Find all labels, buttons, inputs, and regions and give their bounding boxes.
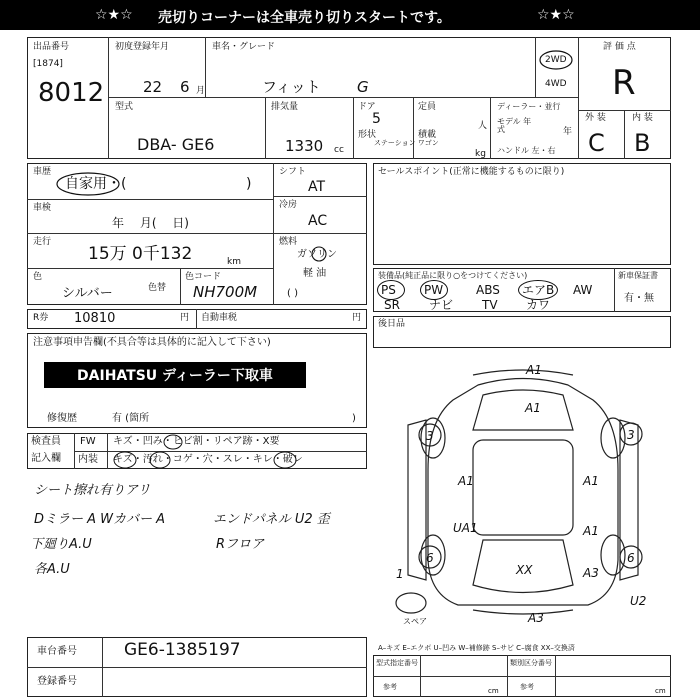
equipment-item: AW — [573, 283, 593, 297]
diagram-mark: XX — [516, 563, 533, 577]
diagram-mark: A1 — [525, 401, 541, 415]
diagram-mark: 6 — [426, 551, 434, 565]
inspector-circles-icon-2 — [110, 449, 310, 471]
exterior-grade: C — [588, 129, 605, 157]
inspector-in: 内装 — [78, 454, 98, 465]
diagram-mark: UA1 — [453, 521, 478, 535]
equipment-item: ABS — [476, 283, 500, 297]
equipment-item: PS — [381, 283, 396, 297]
banner-stars-right: ☆★☆ — [537, 7, 575, 23]
lot-label: 出品番号 — [33, 42, 70, 52]
fuel-diesel: 軽 油 — [303, 268, 327, 279]
repair-label: 修復歴 — [47, 413, 77, 424]
handwritten-note: エンドパネル U2 歪 — [213, 512, 330, 527]
inspector-label-2: 記入欄 — [31, 453, 61, 464]
cc-value: 1330 — [285, 137, 324, 155]
score: R — [612, 63, 636, 103]
lot-number: 8012 — [38, 78, 105, 108]
recycle-value: 10810 — [74, 311, 116, 326]
cc-unit: cc — [334, 145, 344, 155]
spec-label-4: 参考 — [520, 683, 534, 691]
recycle-label: R券 — [33, 313, 49, 323]
warranty-label: 新車保証書 — [618, 271, 658, 280]
recycle-yen: 円 — [180, 313, 190, 323]
handwritten-note: 下廻りA.U — [30, 537, 92, 552]
mileage: 15万 0千132 — [88, 244, 193, 264]
diagram-mark: 1 — [396, 567, 404, 581]
diagram-mark: 3 — [426, 429, 434, 443]
shift-label: シフト — [279, 167, 307, 177]
repair-text: 有 (箇所 — [112, 413, 150, 424]
history: 自家用・( — [65, 176, 127, 192]
fuel-paren: ( ) — [287, 288, 298, 299]
handwritten-note: 各A.U — [34, 562, 70, 577]
chassis-label: 車台番号 — [37, 646, 77, 657]
banner-text: 売切りコーナーは全車売り切りスタートです。 — [158, 10, 451, 26]
top-banner — [0, 0, 700, 30]
exterior-label: 外 装 — [585, 113, 606, 123]
header-grid — [27, 37, 671, 159]
history-label: 車歴 — [33, 167, 52, 177]
drive-2wd: 2WD — [545, 55, 567, 65]
ac: AC — [308, 213, 328, 229]
delivery-box — [373, 316, 671, 348]
diagram-mark: 6 — [627, 551, 635, 565]
model-year-label: モデル 年式 — [497, 117, 532, 134]
reg-label: 初度登録年月 — [115, 42, 170, 52]
spec-unit-1: cm — [488, 687, 499, 695]
equipment-item: TV — [482, 298, 498, 312]
car-name: フィット — [262, 78, 321, 96]
inspector-fw: FW — [80, 436, 96, 447]
inspector-fw-items: キズ・凹み・ヒビ割・リペア跡・X要 — [113, 436, 280, 447]
history-close: ) — [246, 176, 252, 192]
cc-label: 排気量 — [271, 102, 299, 112]
repair-close: ) — [352, 413, 356, 424]
equipment-item: SR — [384, 298, 400, 312]
history-circle-icon — [55, 171, 121, 197]
equipment-circle-icon — [420, 280, 448, 300]
equipment-label: 装備品(純正品に限り○をつけてください) — [378, 271, 528, 280]
inspector-label-1: 検査員 — [31, 436, 61, 447]
capacity-unit: 人 — [478, 121, 488, 131]
handwritten-note: シート擦れ有りアリ — [34, 483, 151, 498]
dealer-label: ディーラー・並行 — [497, 102, 561, 111]
mileage-label: 走行 — [33, 237, 52, 247]
spare-label: スペア — [403, 617, 427, 625]
delivery-label: 後日品 — [378, 319, 406, 329]
inspection-label: 車検 — [33, 203, 52, 213]
mileage-unit: km — [227, 257, 241, 267]
lot-code: [1874] — [33, 59, 63, 69]
equipment-circle-icon — [518, 280, 558, 300]
fuel-label: 燃料 — [279, 237, 298, 247]
handwritten-note: Rフロア — [216, 537, 265, 552]
tax-label: 自動車税 — [201, 313, 238, 323]
model-label: 型式 — [115, 102, 134, 112]
year-unit: 年 — [563, 127, 573, 137]
equipment-item: エアB — [522, 283, 555, 297]
doors: 5 — [372, 111, 381, 127]
name-label: 車名・グレード — [212, 42, 276, 52]
score-label: 評 価 点 — [603, 42, 636, 52]
reg-month-unit: 月 — [196, 86, 206, 96]
equipment-item: カワ — [526, 298, 551, 312]
chassis-value: GE6-1385197 — [124, 640, 241, 660]
colorcode-label: 色コード — [185, 272, 222, 282]
load-label: 積載 — [418, 130, 437, 140]
dealer-banner: DAIHATSU ディーラー下取車 — [44, 362, 306, 388]
diagram-mark: A1 — [458, 474, 474, 488]
spec-unit-2: cm — [655, 687, 666, 695]
diagram-mark: A3 — [528, 611, 544, 625]
spec-label-3: 参考 — [383, 683, 397, 691]
spec-label-1: 型式指定番号 — [376, 659, 418, 667]
drive-circle-icon — [538, 49, 574, 71]
capacity-label: 定員 — [418, 102, 437, 112]
model: DBA- GE6 — [137, 135, 215, 154]
equipment-item: ナビ — [429, 298, 454, 312]
diagram-mark: A1 — [583, 474, 599, 488]
drive-4wd: 4WD — [545, 79, 567, 89]
registration-label: 登録番号 — [37, 676, 77, 687]
shape-label: 形状 — [358, 130, 377, 140]
tax-yen: 円 — [352, 313, 362, 323]
color-label: 色 — [33, 272, 43, 282]
inspector-in-items: キズ・汚れ・コゲ・穴・スレ・キレ・破レ — [113, 454, 303, 465]
diagram-mark: A3 — [583, 566, 599, 580]
legend: A–キズ E–エクボ U–凹み W–補修跡 S–サビ C–腐食 XX–交換済 — [378, 644, 575, 652]
banner-stars-left: ☆★☆ — [95, 7, 133, 23]
diagram-mark: U2 — [630, 594, 647, 608]
ac-label: 冷房 — [279, 200, 298, 210]
car-diagram — [378, 360, 673, 625]
color-change-label: 色替 — [148, 283, 167, 293]
color: シルバー — [62, 286, 113, 301]
equipment-circle-icon — [377, 280, 405, 300]
door-label: ドア — [358, 102, 376, 112]
interior-grade: B — [634, 129, 651, 157]
shape: ステーション ワゴン — [374, 139, 439, 147]
fuel-circle-icon — [311, 246, 327, 262]
reg-month: 6 — [180, 78, 190, 96]
fuel-gasoline: ガソリン — [297, 249, 337, 260]
notes-label: 注意事項申告欄(不具合等は具体的に記入して下さい) — [33, 337, 271, 348]
handwritten-note: Dミラー A Wカバー A — [34, 512, 166, 527]
inspection: 年 月( 日) — [112, 216, 189, 230]
load-unit: kg — [475, 149, 486, 159]
grade: G — [357, 78, 369, 96]
handle-label: ハンドル 左・右 — [497, 146, 556, 155]
sales-label: セールスポイント(正常に機能するものに限り) — [378, 167, 565, 177]
diagram-mark: 3 — [627, 428, 635, 442]
equipment-item: PW — [424, 283, 444, 297]
colorcode: NH700M — [193, 283, 258, 301]
reg-year: 22 — [143, 78, 163, 96]
diagram-mark: A1 — [583, 524, 599, 538]
warranty-value: 有・無 — [624, 293, 654, 304]
sales-point-box — [373, 163, 671, 265]
interior-label: 内 装 — [632, 113, 653, 123]
shift: AT — [308, 179, 326, 195]
diagram-mark: A1 — [526, 363, 542, 377]
spec-label-2: 類別区分番号 — [510, 659, 552, 667]
